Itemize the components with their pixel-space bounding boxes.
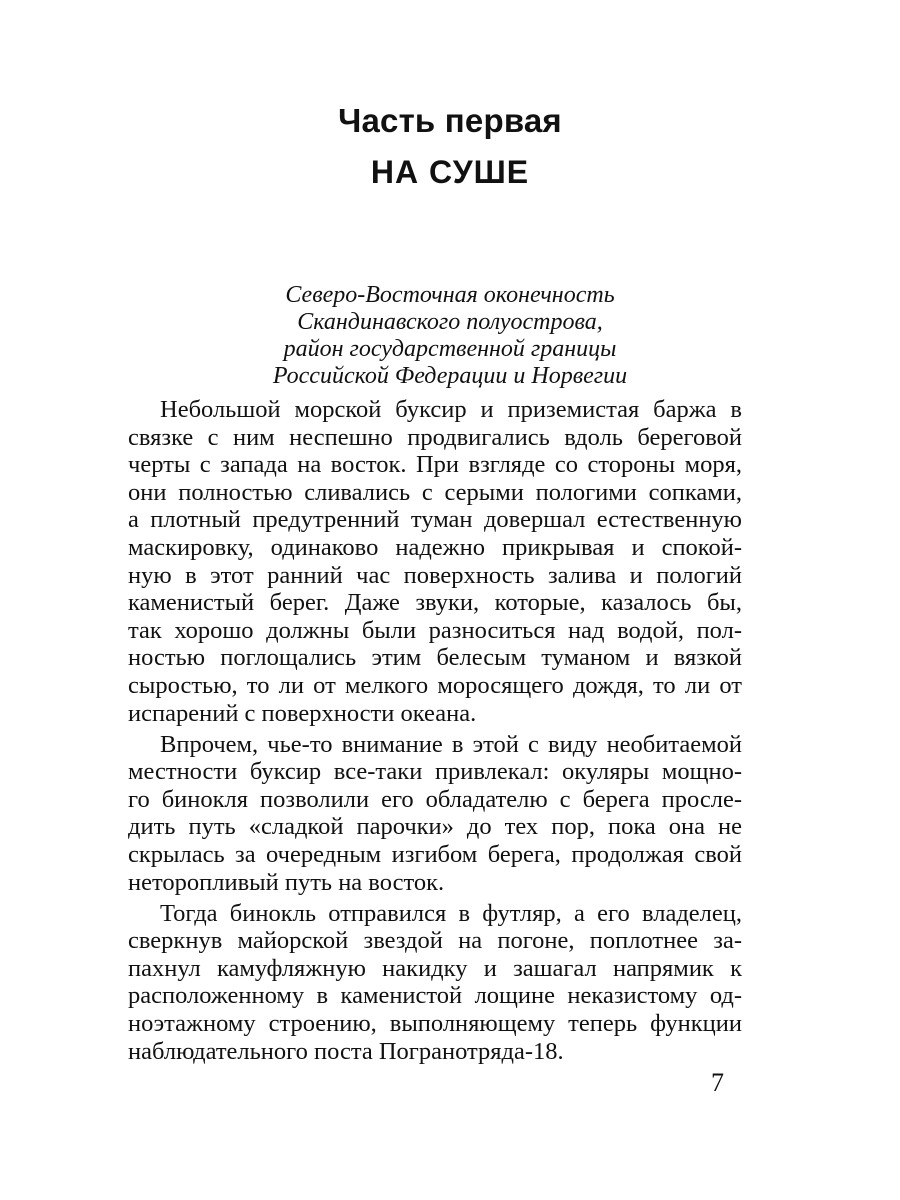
text-line: маскировку, одинаково надежно прикрывая и спокой- (128, 533, 742, 561)
text-line: ную в этот ранний час поверхность залива и пологий (128, 561, 742, 589)
paragraph-3 (128, 900, 742, 1066)
text-line: наблюдательного поста Погранотряда-18. (128, 1037, 564, 1065)
paragraph-2 (128, 731, 742, 897)
epigraph-line: Северо-Восточная оконечность (285, 282, 615, 308)
text-line: каменистый берег. Даже звуки, которые, казалось бы, (128, 589, 742, 617)
page-number: 7 (711, 1068, 724, 1097)
text-line: сыростью, то ли от мелкого моросящего дождя, то ли от (128, 671, 742, 699)
text-line: черты с запада на восток. При взгляде со стороны моря, (128, 451, 742, 479)
text-line: местности буксир все-таки привлекал: окуляры мощно- (128, 758, 742, 786)
text-line: го бинокля позволили его обладателю с берега просле- (128, 785, 742, 813)
text-line: они полностью сливались с серыми пологими сопками, (128, 478, 742, 506)
text-line: а плотный предутренний туман довершал естественную (128, 506, 742, 534)
epigraph-line: Скандинавского полуострова, (297, 309, 603, 335)
text-line: пахнул камуфляжную накидку и зашагал напрямик к (128, 954, 742, 982)
text-line: сверкнув майорской звездой на погоне, поплотнее за- (128, 927, 742, 955)
text-line: скрылась за очередным изгибом берега, продолжая свой (128, 841, 742, 868)
epigraph (200, 282, 700, 390)
text-line: дить путь «сладкой парочки» до тех пор, пока она не (128, 813, 742, 841)
text-line: так хорошо должны были разноситься над водой, пол- (128, 616, 742, 644)
section-title: НА СУШЕ (370, 154, 530, 190)
body-text (128, 396, 742, 1069)
part-title: Часть первая (338, 102, 562, 139)
text-line: ноэтажному строению, выполняющему теперь функции (128, 1010, 742, 1038)
text-line: неторопливый путь на восток. (128, 868, 445, 896)
paragraph-1 (128, 396, 742, 727)
text-line: расположенному в каменистой лощине неказистому од- (128, 982, 742, 1010)
text-line: Небольшой морской буксир и приземистая баржа в (160, 396, 742, 423)
text-line: Впрочем, чье-то внимание в этой с виду необитаемой (160, 730, 742, 758)
epigraph-line: район государственной границы (283, 336, 617, 362)
text-line: связке с ним неспешно продвигались вдоль береговой (128, 423, 742, 451)
text-line: испарений с поверхности океана. (128, 699, 477, 727)
text-line: Тогда бинокль отправился в футляр, а его владелец, (160, 899, 742, 927)
epigraph-line: Российской Федерации и Норвегии (272, 363, 628, 389)
text-line: ностью поглощались этим белесым туманом и вязкой (128, 644, 742, 672)
